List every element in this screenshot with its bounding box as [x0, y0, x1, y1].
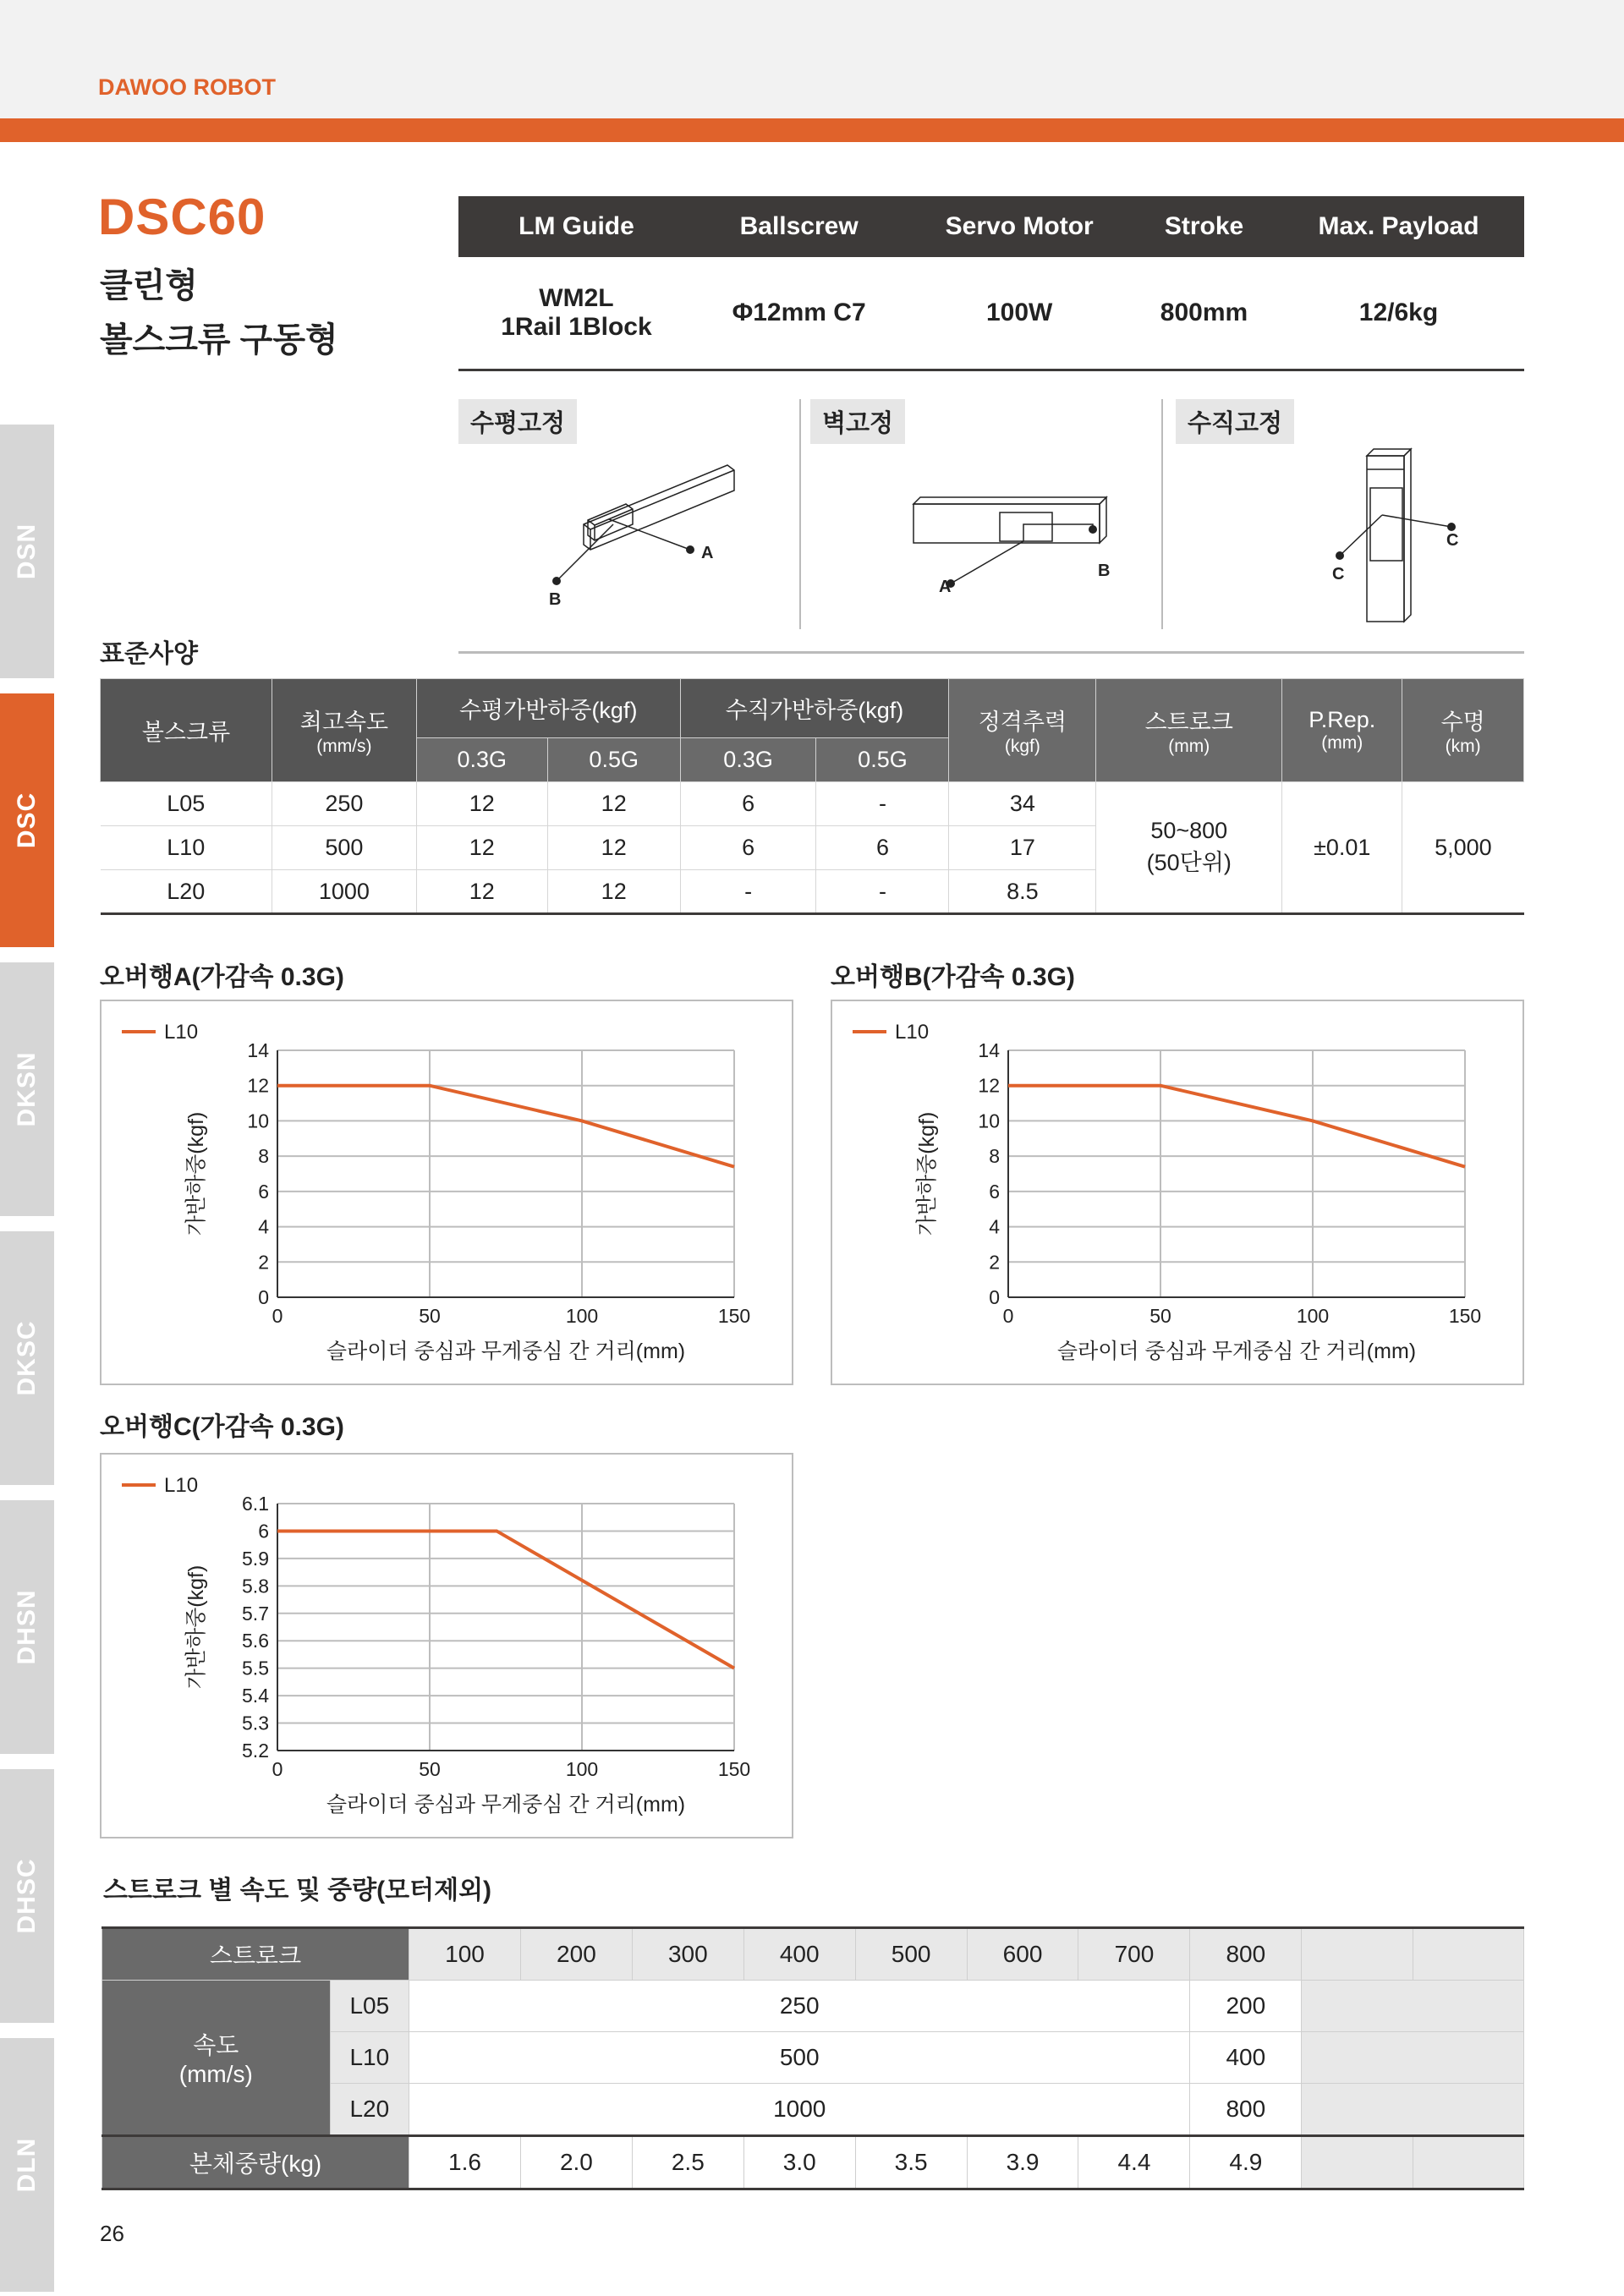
std-cell: L20	[101, 870, 272, 914]
std-cell: 500	[272, 826, 417, 870]
side-tab-label: DSC	[13, 792, 41, 849]
stroke-value: 100	[409, 1928, 521, 1981]
stroke-value: 600	[967, 1928, 1078, 1981]
header-accent-bar	[0, 118, 1624, 142]
mount-wall-label: 벽고정	[810, 399, 905, 444]
std-cell: L10	[101, 826, 272, 870]
y-tick-label: 2	[989, 1251, 1000, 1274]
std-cell: 12	[547, 826, 680, 870]
y-tick-label: 14	[247, 1039, 269, 1061]
x-tick-label: 150	[717, 1305, 751, 1327]
point-a-label: A	[939, 578, 952, 596]
speed-value-end: 200	[1190, 1981, 1302, 2032]
std-cell: 6	[680, 826, 816, 870]
y-tick-label: 6	[258, 1520, 269, 1543]
spec-lm-guide-line2: 1Rail 1Block	[501, 313, 652, 341]
std-cell: 12	[547, 782, 680, 826]
speed-model: L10	[330, 2032, 409, 2084]
weight-label: 본체중량(kg)	[102, 2136, 409, 2189]
header-band	[0, 0, 1624, 118]
point-a-label: A	[701, 544, 714, 562]
table-row	[101, 782, 1524, 826]
page-number: 26	[100, 2221, 124, 2246]
chart-c	[102, 1455, 792, 1837]
std-prep-value: ±0.01	[1282, 782, 1402, 914]
y-tick-label: 6.1	[242, 1493, 269, 1515]
speed-label	[102, 1981, 331, 2136]
x-tick-label: 0	[272, 1305, 283, 1327]
speed-model: L20	[330, 2084, 409, 2136]
std-cell: 1000	[272, 870, 417, 914]
std-header-h-03g: 0.3G	[416, 738, 547, 782]
std-cell: 6	[816, 826, 949, 870]
std-cell: 8.5	[949, 870, 1096, 914]
std-header-v-payload: 수직가반하중(kgf)	[680, 679, 949, 738]
legend-label: L10	[895, 1021, 930, 1044]
std-stroke-range: 50~800	[1150, 818, 1228, 843]
stroke-value: 500	[855, 1928, 967, 1981]
series-line	[1008, 1086, 1465, 1167]
std-cell: -	[816, 870, 949, 914]
weight-value: 2.5	[632, 2136, 743, 2189]
x-tick-label: 150	[717, 1758, 751, 1780]
std-cell: 12	[547, 870, 680, 914]
std-header-ballscrew: 볼스크류	[101, 679, 272, 782]
stroke-value: 800	[1190, 1928, 1302, 1981]
mount-divider	[799, 399, 801, 629]
point-c-label: C	[1446, 531, 1459, 550]
side-tab-label: DLN	[13, 2137, 41, 2193]
y-axis-label: 가반하중(kgf)	[184, 1111, 208, 1236]
x-tick-label: 50	[1149, 1305, 1171, 1327]
speed-label-line2: (mm/s)	[178, 2061, 253, 2087]
std-header-prep	[1282, 679, 1402, 782]
stroke-value: 400	[743, 1928, 855, 1981]
empty-cell	[1302, 2136, 1413, 2189]
y-tick-label: 10	[247, 1110, 269, 1132]
speed-value: 250	[409, 1981, 1190, 2032]
y-tick-label: 12	[978, 1074, 1000, 1097]
x-tick-label: 50	[419, 1305, 441, 1327]
y-tick-label: 5.2	[242, 1740, 269, 1762]
empty-cell	[1302, 1928, 1413, 1981]
chart-b-title: 오버행B(가감속 0.3G)	[831, 963, 1075, 991]
speed-value-end: 800	[1190, 2084, 1302, 2136]
side-tab-label: DHSC	[13, 1858, 41, 1934]
y-tick-label: 4	[989, 1215, 1000, 1238]
empty-cell	[1302, 2032, 1524, 2084]
std-header-life-unit: (km)	[1445, 737, 1481, 756]
y-tick-label: 2	[258, 1251, 269, 1274]
spec-header-ballscrew: Ballscrew	[694, 196, 903, 257]
std-cell: 12	[416, 782, 547, 826]
y-tick-label: 6	[989, 1180, 1000, 1203]
chart-a-box	[100, 1000, 793, 1385]
spec-lm-guide	[458, 257, 694, 370]
chart-a-title: 오버행A(가감속 0.3G)	[100, 963, 344, 991]
std-cell: 12	[416, 826, 547, 870]
x-tick-label: 0	[1002, 1305, 1014, 1327]
side-tab-dksc[interactable]	[0, 1231, 54, 1485]
y-tick-label: 5.9	[242, 1547, 269, 1570]
spec-ballscrew: Φ12mm C7	[694, 257, 903, 370]
side-tab-dln[interactable]	[0, 2038, 54, 2292]
model-title: DSC60	[98, 189, 266, 245]
std-cell: -	[816, 782, 949, 826]
weight-value: 2.0	[520, 2136, 632, 2189]
std-cell: 12	[416, 870, 547, 914]
std-header-thrust	[949, 679, 1096, 782]
spec-servo-motor: 100W	[903, 257, 1135, 370]
spec-header-servo-motor: Servo Motor	[903, 196, 1135, 257]
chart-c-title: 오버행C(가감속 0.3G)	[100, 1413, 344, 1441]
speed-row-l05	[102, 1981, 1524, 2032]
std-stroke-value	[1096, 782, 1282, 914]
horizontal-mount-illustration	[533, 457, 753, 609]
side-tab-dsc[interactable]	[0, 693, 54, 947]
y-tick-label: 4	[258, 1215, 269, 1238]
stroke-row	[102, 1928, 1524, 1981]
y-tick-label: 5.6	[242, 1630, 269, 1652]
stroke-value: 700	[1078, 1928, 1190, 1981]
y-tick-label: 8	[989, 1145, 1000, 1168]
chart-b-box	[831, 1000, 1524, 1385]
std-header-thrust-label: 정격추력	[978, 710, 1067, 735]
weight-value: 4.4	[1078, 2136, 1190, 2189]
std-header-max-speed-label: 최고속도	[299, 710, 389, 735]
chart-b	[832, 1001, 1522, 1384]
vertical-mount-illustration	[1328, 444, 1472, 626]
std-cell: L05	[101, 782, 272, 826]
side-tab-dhsn[interactable]	[0, 1500, 54, 1754]
x-tick-label: 50	[419, 1758, 441, 1780]
std-cell: 34	[949, 782, 1096, 826]
y-tick-label: 12	[247, 1074, 269, 1097]
spec-max-payload: 12/6kg	[1273, 257, 1524, 370]
weight-value: 3.0	[743, 2136, 855, 2189]
side-tab-label: DHSN	[13, 1589, 41, 1665]
spec-stroke: 800mm	[1135, 257, 1273, 370]
y-tick-label: 5.4	[242, 1685, 269, 1707]
y-tick-label: 8	[258, 1145, 269, 1168]
empty-cell	[1302, 2084, 1524, 2136]
x-axis-label: 슬라이더 중심과 무게중심 간 거리(mm)	[326, 1340, 686, 1363]
y-axis-label: 가반하중(kgf)	[915, 1111, 939, 1236]
std-header-v-03g: 0.3G	[680, 738, 816, 782]
side-tab-dksn[interactable]	[0, 962, 54, 1216]
y-tick-label: 0	[258, 1286, 269, 1308]
std-cell: -	[680, 870, 816, 914]
chart-a	[102, 1001, 792, 1384]
weight-row	[102, 2136, 1524, 2189]
standard-spec-table	[100, 678, 1524, 915]
y-tick-label: 5.5	[242, 1657, 269, 1680]
point-b-label: B	[549, 590, 562, 609]
x-tick-label: 0	[272, 1758, 283, 1780]
mount-horizontal-label: 수평고정	[458, 399, 577, 444]
series-line	[277, 1531, 734, 1668]
standard-spec-title: 표준사양	[100, 640, 198, 668]
stroke-value: 200	[520, 1928, 632, 1981]
weight-value: 3.5	[855, 2136, 967, 2189]
x-tick-label: 100	[565, 1758, 599, 1780]
stroke-value: 300	[632, 1928, 743, 1981]
x-tick-label: 150	[1448, 1305, 1482, 1327]
spec-header-max-payload: Max. Payload	[1273, 196, 1524, 257]
std-header-life-label: 수명	[1440, 710, 1485, 735]
weight-value: 3.9	[967, 2136, 1078, 2189]
y-tick-label: 5.3	[242, 1712, 269, 1734]
speed-weight-table	[102, 1926, 1524, 2190]
empty-cell	[1302, 1981, 1524, 2032]
std-life-value: 5,000	[1402, 782, 1524, 914]
side-tab-label: DKSN	[13, 1051, 41, 1127]
wall-mount-illustration	[905, 490, 1116, 600]
brand-name: DAWOO ROBOT	[98, 74, 276, 100]
chart-c-box	[100, 1453, 793, 1838]
std-header-h-payload: 수평가반하중(kgf)	[416, 679, 680, 738]
weight-value: 1.6	[409, 2136, 521, 2189]
x-tick-label: 100	[1296, 1305, 1330, 1327]
speed-value: 500	[409, 2032, 1190, 2084]
point-c-label: C	[1332, 565, 1345, 584]
y-tick-label: 10	[978, 1110, 1000, 1132]
weight-value: 4.9	[1190, 2136, 1302, 2189]
y-axis-label: 가반하중(kgf)	[184, 1564, 208, 1690]
mount-bottom-rule	[458, 651, 1524, 654]
side-tab-dhsc[interactable]	[0, 1769, 54, 2023]
std-cell: 6	[680, 782, 816, 826]
std-header-max-speed-unit: (mm/s)	[316, 737, 372, 756]
std-header-stroke	[1096, 679, 1282, 782]
speed-weight-title: 스트로크 별 속도 및 중량(모터제외)	[103, 1877, 492, 1904]
std-header-stroke-unit: (mm)	[1168, 737, 1210, 756]
model-subtitle-2: 볼스크류 구동형	[100, 321, 338, 359]
legend-label: L10	[164, 1021, 199, 1044]
std-stroke-unit: (50단위)	[1146, 850, 1232, 875]
speed-value-end: 400	[1190, 2032, 1302, 2084]
stroke-label: 스트로크	[102, 1928, 409, 1981]
std-header-thrust-unit: (kgf)	[1004, 737, 1040, 756]
mount-vertical-label: 수직고정	[1176, 399, 1294, 444]
std-header-max-speed	[272, 679, 417, 782]
std-header-v-05g: 0.5G	[816, 738, 949, 782]
y-tick-label: 5.8	[242, 1575, 269, 1597]
empty-cell	[1413, 1928, 1523, 1981]
point-b-label: B	[1098, 562, 1111, 580]
empty-cell	[1413, 2136, 1523, 2189]
spec-lm-guide-line1: WM2L	[539, 284, 614, 312]
std-cell: 250	[272, 782, 417, 826]
series-line	[277, 1086, 734, 1167]
speed-model: L05	[330, 1981, 409, 2032]
spec-header-stroke: Stroke	[1135, 196, 1273, 257]
std-header-stroke-label: 스트로크	[1144, 710, 1233, 735]
std-header-prep-unit: (mm)	[1321, 733, 1363, 753]
speed-label-line1: 속도	[193, 2032, 239, 2058]
mount-divider	[1161, 399, 1163, 629]
side-tab-label: DKSC	[13, 1320, 41, 1396]
x-axis-label: 슬라이더 중심과 무게중심 간 거리(mm)	[326, 1793, 686, 1817]
speed-value: 1000	[409, 2084, 1190, 2136]
y-tick-label: 14	[978, 1039, 1000, 1061]
std-header-prep-label: P.Rep.	[1309, 707, 1376, 732]
std-header-life	[1402, 679, 1524, 782]
x-tick-label: 100	[565, 1305, 599, 1327]
model-subtitle-1: 클린형	[100, 267, 198, 304]
y-tick-label: 5.7	[242, 1602, 269, 1625]
side-tab-dsn[interactable]	[0, 425, 54, 678]
x-axis-label: 슬라이더 중심과 무게중심 간 거리(mm)	[1056, 1340, 1417, 1363]
y-tick-label: 6	[258, 1180, 269, 1203]
y-tick-label: 0	[989, 1286, 1000, 1308]
spec-header-lm-guide: LM Guide	[458, 196, 694, 257]
std-header-h-05g: 0.5G	[547, 738, 680, 782]
std-cell: 17	[949, 826, 1096, 870]
legend-label: L10	[164, 1474, 199, 1497]
spec-table	[458, 196, 1524, 371]
side-tab-label: DSN	[13, 523, 41, 580]
